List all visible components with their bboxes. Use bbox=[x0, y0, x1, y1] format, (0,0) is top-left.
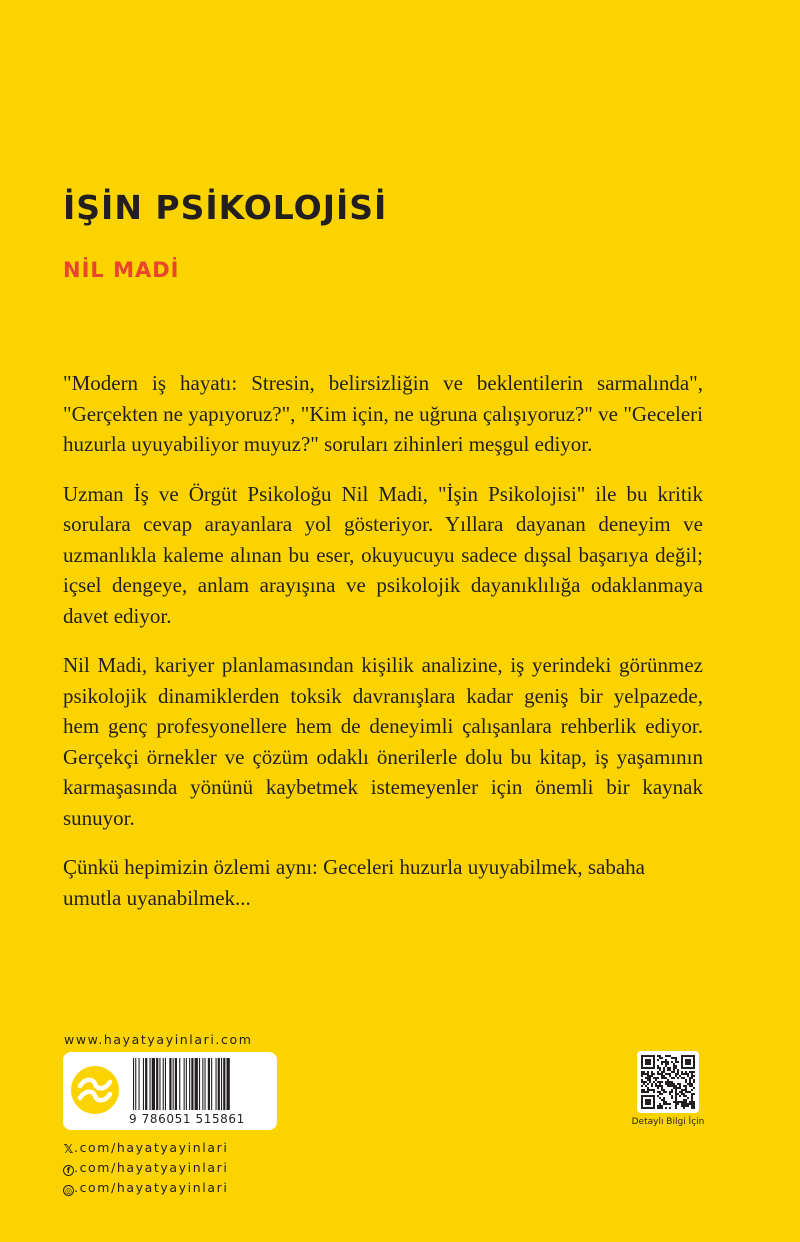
social-x[interactable] bbox=[63, 1140, 228, 1155]
social-handle: .com/hayatyayinlari bbox=[74, 1160, 229, 1175]
author-name: NİL MADİ bbox=[63, 258, 180, 282]
social-handle: .com/hayatyayinlari bbox=[74, 1180, 229, 1195]
blurb-paragraph: Uzman İş ve Örgüt Psikoloğu Nil Madi, "İşin Psikolojisi" ile bu kritik sorulara cevap arayanlara yol gösteriyor. Yıllara dayanan deneyim ve uzmanlıkla kaleme alınan bu eser, okuyucuyu sadece dışsal başarıya değil; içsel dengeye, anlam arayışına ve psikolojik dayanıklılığa odaklanmaya davet ediyor. bbox=[63, 481, 703, 628]
isbn-barcode bbox=[129, 1058, 273, 1112]
qr-code-icon bbox=[641, 1055, 695, 1109]
back-cover-blurb bbox=[63, 368, 703, 932]
instagram-icon: ◎ bbox=[63, 1185, 74, 1196]
x-icon: 𝕏 bbox=[63, 1142, 74, 1156]
social-instagram[interactable] bbox=[63, 1180, 228, 1196]
blurb-paragraph: Çünkü hepimizin özlemi aynı: Geceleri huzurla uyuyabilmek, sabaha umutla uyanabilmek... bbox=[63, 855, 645, 910]
social-facebook[interactable] bbox=[63, 1160, 228, 1176]
isbn-number: 9 786051 515861 bbox=[129, 1112, 245, 1126]
hayat-yayinlari-logo-icon bbox=[71, 1066, 119, 1114]
publisher-website: www.hayatyayinlari.com bbox=[64, 1032, 253, 1047]
social-handle: .com/hayatyayinlari bbox=[74, 1140, 229, 1155]
facebook-icon: f bbox=[63, 1165, 74, 1176]
qr-code[interactable] bbox=[637, 1051, 699, 1113]
blurb-paragraph: Nil Madi, kariyer planlamasından kişilik analizine, iş yerindeki görünmez psikolojik dinamiklerden toksik davranışlara kadar geniş bir yelpazede, hem genç profesyonellere hem de deneyimli çalışanlara rehberlik ediyor. Gerçekçi örnekler ve çözüm odaklı önerilerle dolu bu kitap, iş yaşamının karmaşasında yönünü kaybetmek istemeyenler için önemli bir kaynak sunuyor. bbox=[63, 653, 703, 830]
book-title: İŞİN PSİKOLOJİSİ bbox=[63, 188, 388, 227]
blurb-paragraph: "Modern iş hayatı: Stresin, belirsizliğin ve beklentilerin sarmalında", "Gerçekten ne yapıyoruz?", "Kim için, ne uğruna çalışıyoruz?" ve "Geceleri huzurla uyuyabiliyor muyuz?" soruları zihinleri meşgul ediyor. bbox=[63, 371, 703, 456]
barcode-panel bbox=[63, 1052, 277, 1130]
qr-caption: Detaylı Bilgi İçin bbox=[631, 1117, 705, 1127]
